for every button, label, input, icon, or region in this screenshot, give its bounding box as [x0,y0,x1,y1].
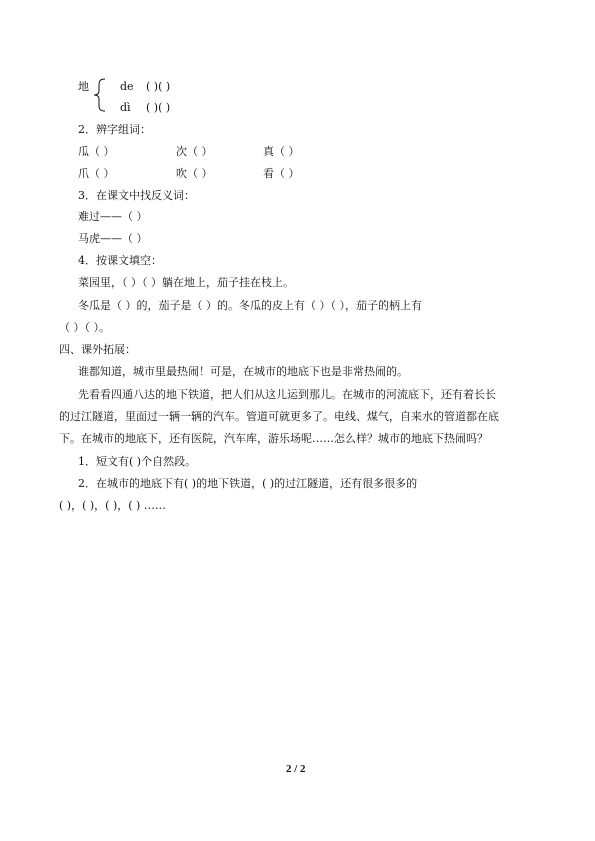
q1-blanks-de: ( )( ) [146,80,171,93]
section4-q2-line1: 2．在城市的地底下有( )的地下铁道，( )的过江隧道，还有很多很多的 [78,477,418,490]
q2-item: 瓜（ ） [78,145,115,158]
q3-heading: 3．在课文中找反义词： [78,189,195,202]
q4-line3: （ ）（ ）。 [59,321,110,334]
q1-pinyin-di: dì [120,101,131,114]
q2-heading: 2．辨字组词： [78,123,151,136]
section4-q2-line2: ( )，( )，( )，( ) …… [59,499,166,512]
q2-item: 真（ ） [263,145,300,158]
q2-item: 爪（ ） [78,167,115,180]
section4-para1: 谁都知道，城市里最热闹！可是，在城市的地底下也是非常热闹的。 [78,365,408,378]
q4-line1: 菜园里，（ ）（ ）躺在地上，茄子挂在枝上。 [78,276,294,289]
brace-icon [93,78,107,112]
page-number: 2 / 2 [286,763,306,775]
q3-line: 难过——（ ） [78,210,148,223]
q1-blanks-di: ( )( ) [146,101,171,114]
q2-item: 看（ ） [263,167,300,180]
section4-para2-line2: 的过江隧道，里面过一辆一辆的汽车。管道可就更多了。电线、煤气，自来水的管道都在底 [59,410,499,423]
q2-item: 次（ ） [176,145,213,158]
q1-char: 地 [78,80,89,93]
q4-heading: 4．按课文填空： [78,254,162,267]
section4-q1: 1．短文有( )个自然段。 [78,455,197,468]
q1-pinyin-de: de [120,80,134,93]
q4-line2: 冬瓜是（ ）的，茄子是（ ）的。冬瓜的皮上有（ ）（ ），茄子的柄上有 [78,299,422,312]
section4-para2-line3: 下。在城市的地底下，还有医院，汽车库，游乐场呢……怎么样？城市的地底下热闹吗？ [59,432,488,445]
section4-heading: 四、课外拓展： [59,343,136,356]
q3-line: 马虎——（ ） [78,232,148,245]
section4-para2-line1: 先看看四通八达的地下铁道，把人们从这儿运到那儿。在城市的河流底下，还有着长长 [78,388,496,401]
q2-item: 吹（ ） [176,167,213,180]
